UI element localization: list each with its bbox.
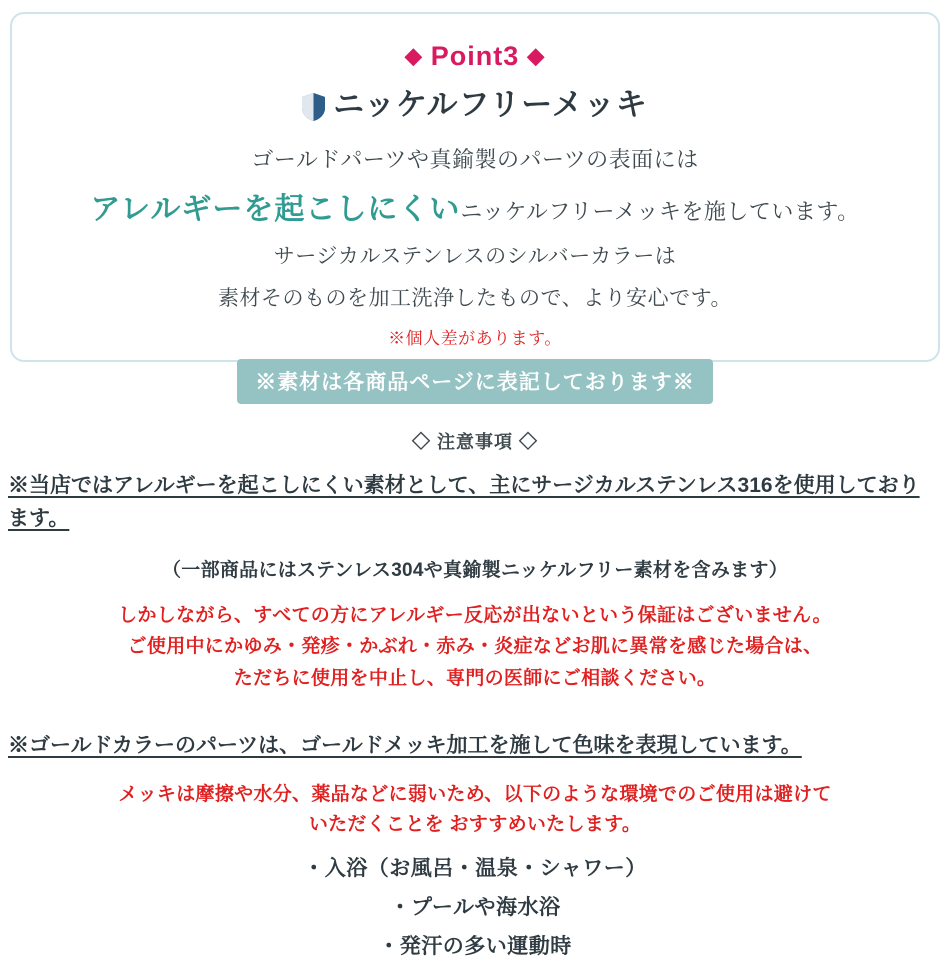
point-line-1: ゴールドパーツや真鍮製のパーツの表面には	[251, 146, 699, 172]
caution-lead-2	[0, 730, 950, 762]
list-item: ・発汗の多い運動時	[378, 935, 572, 958]
material-ribbon: ※素材は各商品ページに表記しております※	[237, 359, 713, 404]
point-line-2-highlight: アレルギーを起こしにくい	[90, 192, 461, 226]
point-heading-text: ニッケルフリーメッキ	[333, 86, 648, 122]
point-line-4: 素材そのものを加工洗浄したもので、より安心です。	[218, 286, 732, 310]
caution-red-1-line-1: しかしながら、すべての方にアレルギー反応が出ないという保証はございません。	[118, 605, 832, 627]
point-title-row	[12, 42, 938, 72]
caution-bullet-list	[0, 858, 950, 957]
list-item: ・プールや海水浴	[389, 896, 561, 920]
shield-icon	[302, 92, 325, 120]
caution-red-1	[0, 600, 950, 694]
caution-heading: ◇ 注意事項 ◇	[411, 432, 538, 452]
caution-body	[0, 470, 950, 957]
point3-card	[10, 12, 940, 394]
point-heading	[12, 86, 938, 123]
caution-red-2	[0, 780, 950, 841]
diamond-right-icon: ◆	[527, 43, 546, 68]
point-title-text: Point3	[430, 41, 520, 71]
diamond-left-icon: ◆	[404, 43, 423, 68]
point-note: ※個人差があります。	[388, 328, 562, 348]
caution-red-2-line-2: いただくことを おすすめいたします。	[308, 814, 642, 836]
caution-lead-1	[0, 470, 950, 535]
point-line-2-rest: ニッケルフリーメッキを施しています。	[460, 198, 860, 224]
point-line-3: サージカルステンレスのシルバーカラーは	[273, 244, 677, 268]
caution-lead-1-text: ※当店ではアレルギーを起こしにくい素材として、主にサージカルステンレス316を使用しております。	[8, 474, 920, 530]
list-item: ・入浴（お風呂・温泉・シャワー）	[303, 857, 647, 881]
point-line-2	[12, 184, 938, 228]
caution-lead-2-text: ※ゴールドカラーのパーツは、ゴールドメッキ加工を施して色味を表現しています。	[8, 734, 802, 758]
caution-red-1-line-3: ただちに使用を中止し、専門の医師にご相談ください。	[233, 667, 717, 689]
caution-red-1-line-2: ご使用中にかゆみ・発疹・かぶれ・赤み・炎症などお肌に異常を感じた場合は、	[127, 636, 823, 658]
caution-sub-1: （一部商品にはステンレス304や真鍮製ニッケルフリー素材を含みます）	[161, 560, 789, 582]
caution-red-2-line-1: メッキは摩擦や水分、薬品などに弱いため、以下のような環境でのご使用は避けて	[118, 783, 832, 805]
